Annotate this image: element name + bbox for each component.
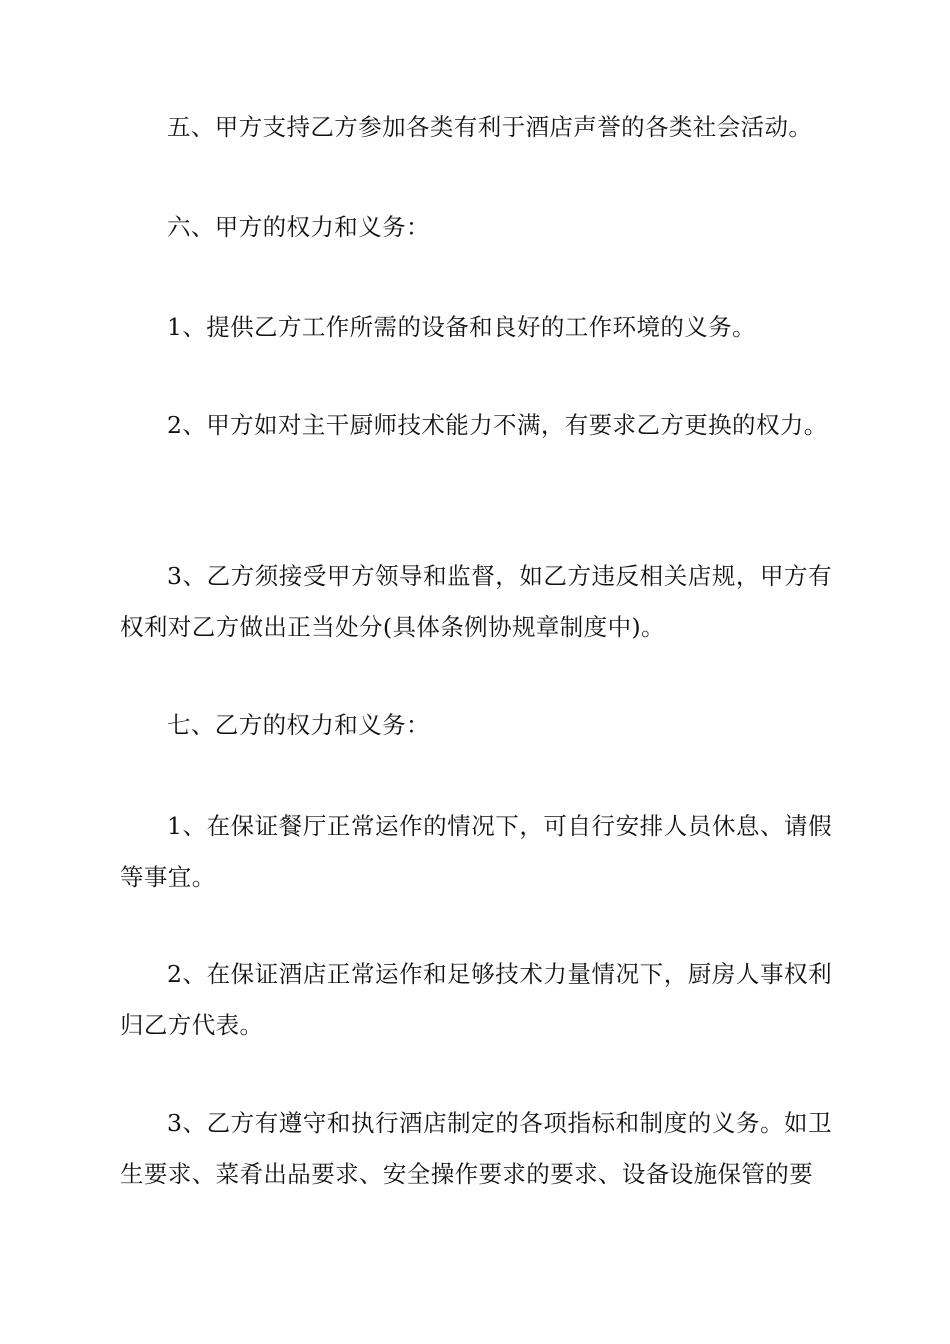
paragraph-6-item-1: 1、提供乙方工作所需的设备和良好的工作环境的义务。 — [167, 313, 756, 341]
paragraph-6-item-3: 3、乙方须接受甲方领导和监督，如乙方违反相关店规，甲方有权利对乙方做出正当处分(具体条例协规章制度中)。 — [120, 562, 832, 641]
paragraph-section-5: 五、甲方支持乙方参加各类有利于酒店声誉的各类社会活动。 — [167, 113, 813, 141]
paragraph-section-6-heading: 六、甲方的权力和义务： — [167, 213, 430, 241]
paragraph-7-item-3: 3、乙方有遵守和执行酒店制定的各项指标和制度的义务。如卫生要求、菜肴出品要求、安全操作要求的要求、设备设施保管的要 — [120, 1109, 832, 1188]
paragraph-7-item-2: 2、在保证酒店正常运作和足够技术力量情况下，厨房人事权利归乙方代表。 — [120, 960, 832, 1039]
paragraph-section-7-heading: 七、乙方的权力和义务： — [167, 711, 430, 739]
paragraph-6-item-2: 2、甲方如对主干厨师技术能力不满，有要求乙方更换的权力。 — [167, 411, 828, 439]
paragraph-7-item-1: 1、在保证餐厅正常运作的情况下，可自行安排人员休息、请假等事宜。 — [120, 812, 832, 891]
